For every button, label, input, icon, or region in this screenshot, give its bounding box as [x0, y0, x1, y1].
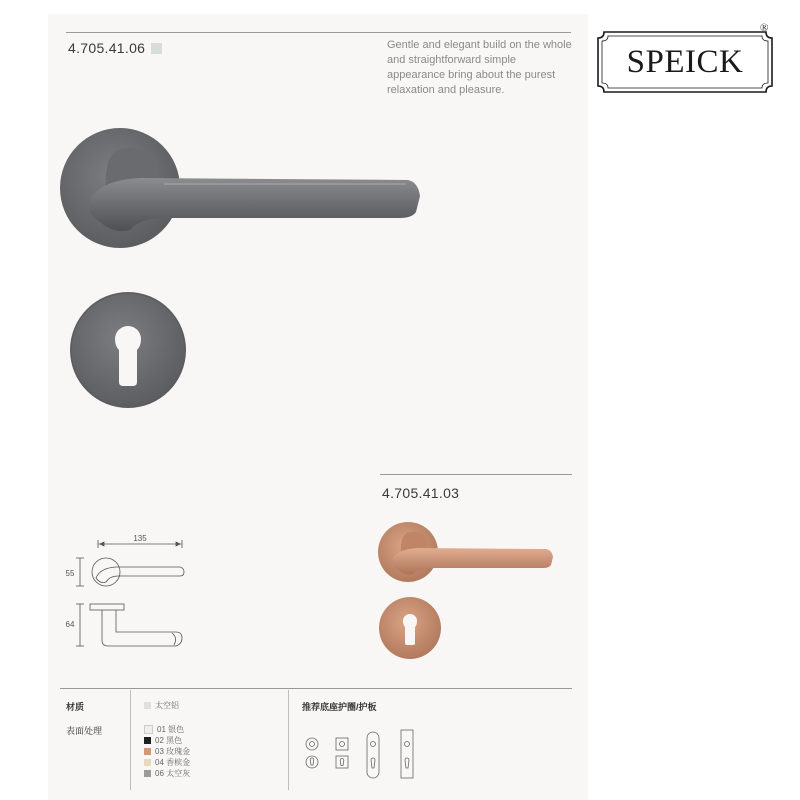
finish-item — [144, 746, 190, 757]
front-view-lever — [96, 567, 184, 583]
finish-item — [144, 757, 190, 768]
square-rose-icon — [336, 738, 348, 750]
specs-column-divider-1 — [130, 690, 131, 790]
finish-item-label: 04 香槟金 — [155, 758, 191, 767]
material-label: 材质 — [66, 702, 85, 712]
material-value: 太空铝 — [155, 701, 179, 710]
main-product-code — [68, 40, 162, 56]
finish-swatch — [144, 748, 151, 755]
brand-logo — [596, 30, 774, 94]
registered-mark: ® — [760, 22, 769, 34]
secondary-escutcheon-image — [378, 596, 442, 660]
main-handle-lever — [89, 178, 420, 231]
square-escutcheon-icon — [336, 756, 348, 768]
finish-item-label: 06 太空灰 — [155, 769, 191, 778]
secondary-keyhole — [403, 614, 417, 645]
technical-drawing — [60, 530, 200, 660]
finish-item — [144, 724, 190, 735]
length-dimension-label: 135 — [133, 534, 147, 543]
finish-item-label: 03 玫瑰金 — [155, 747, 191, 756]
product-tagline: Gentle and elegant build on the whole and straightforward simple appearance bring about the purest relaxation and pleasure. — [387, 39, 572, 96]
main-escutcheon-image — [68, 290, 188, 410]
finish-swatch — [144, 737, 151, 744]
round-backplate-icon — [367, 732, 379, 778]
material-value-row — [144, 700, 179, 711]
round-rose-icon — [306, 738, 318, 750]
square-backplate-icon — [401, 730, 413, 778]
specs-divider — [60, 688, 572, 689]
specs-column-divider-2 — [288, 690, 289, 790]
side-view-rose — [90, 604, 124, 610]
finish-item — [144, 768, 190, 779]
accessory-icons — [300, 728, 430, 780]
finish-list — [144, 724, 190, 779]
side-view-lever — [102, 610, 182, 646]
main-product-code-text: 4.705.41.06 — [68, 40, 146, 56]
finish-swatch — [144, 725, 153, 734]
finish-item-label: 01 银色 — [157, 725, 185, 734]
finish-item-label: 02 黑色 — [155, 736, 183, 745]
rose-height-label: 55 — [65, 569, 75, 578]
recommended-accessories-label: 推荐底座护圈/护板 — [302, 702, 377, 712]
secondary-divider — [380, 474, 572, 475]
finish-swatch — [144, 759, 151, 766]
main-product-swatch — [151, 43, 162, 54]
finish-item — [144, 735, 190, 746]
projection-label: 64 — [65, 620, 75, 629]
material-swatch — [144, 702, 151, 709]
secondary-handle-image — [378, 518, 558, 588]
round-escutcheon-icon — [306, 756, 318, 768]
finish-label: 表面处理 — [66, 726, 103, 736]
main-handle-image — [60, 118, 430, 268]
brand-name: SPEICK — [626, 43, 744, 80]
secondary-product-code: 4.705.41.03 — [382, 485, 460, 501]
top-divider — [66, 32, 571, 33]
secondary-handle-lever — [393, 548, 553, 575]
finish-swatch — [144, 770, 151, 777]
